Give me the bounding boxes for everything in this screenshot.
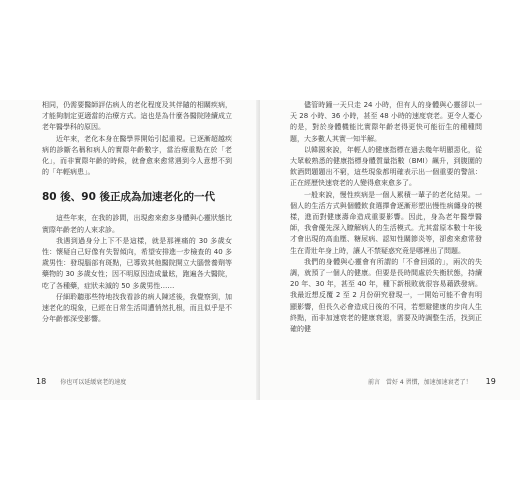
left-page bbox=[0, 100, 260, 400]
running-title: 你也可以延緩衰老的速度 bbox=[60, 379, 127, 386]
body-paragraph: 仔細聆聽那些特地找我看診的病人陳述後，我覺察到，加速老化的現象，已經在日常生活周遭悄然扎根，而且似乎是不分年齡都深受影響。 bbox=[42, 292, 232, 324]
page-number: 18 bbox=[36, 377, 47, 386]
right-page-footer bbox=[368, 377, 496, 386]
body-paragraph: 我遇到過身分上下不是這樣，就是那裡痛的 30 多歲女性：懷疑自己好像有失智傾向，希望安排進一步檢查的 40 多歲男性：發現腦部有斑點，已導致其他醫院開立大腦營養劑等藥物的 30 多歲女性；因不明原因造成量眩，跑遍各大醫院，吃了各種藥，症狀未減的 50 多歲男性…… bbox=[42, 236, 232, 290]
body-paragraph: 相同，仍需要醫師評估病人的老化程度及其伴隨的相關疾病，才能夠制定更適當的治療方式。這也是為什麼各醫院陸續成立老年醫學科的原因。 bbox=[42, 101, 232, 132]
section-heading: 80 後、90 後正成為加速老化的一代 bbox=[42, 191, 216, 204]
body-paragraph: 近年來，老化本身在醫學界開始引起重視。已逐漸超越疾病的診斷名稱和病人的實際年齡數字，當治療重點在於「老化」，而非實際年齡的時候，就會愈來愈常遇到今人意想不到的「年輕病患」。 bbox=[42, 134, 232, 177]
left-text-column bbox=[42, 100, 232, 325]
book-spread bbox=[0, 100, 520, 400]
right-text-column bbox=[290, 100, 482, 335]
running-title: 前言 當好 4 習慣，加速加速衰老了！ bbox=[368, 379, 472, 386]
body-paragraph: 一般來說，慢性疾病是一個人累積一輩子的老化結果。一個人的生活方式與個體飲食選擇會逐漸形塑出慢性病纏身的模樣，進而對健康壽命造成重要影響。因此，身為老年醫學醫師，我會優先深入瞭解病人的生活模式。尤其當原本數十年後才會出現的高血壓、糖尿病、認知性關節炎等，卻愈來愈常發生在青壯年身上時，讓人不禁疑惑究竟是哪裡出了問題。 bbox=[290, 190, 482, 255]
page-number: 19 bbox=[485, 377, 496, 386]
body-paragraph: 我們的身體與心靈會有所謂的「不會回頭的」，兩次的失調，就預了一個人的健康。但要是長時間處於失衡狀態，持續 20 年、30 年，甚至 40 年，種下新根敗就很容易藉跌發病。我最近想反覆 2 至 2 月份研究發現一，一開始可能不會有明顯影響，但長久必會造成日後的不同，若想避健康的步向人生終點，而非加速衰老的健康衰退，需要及時調整生活，找到正確的健 bbox=[290, 257, 482, 334]
right-page bbox=[260, 100, 520, 400]
body-paragraph: 儘管時鐘一天只走 24 小時，但有人的身體與心靈卻以一天 28 小時、36 小時，甚至 48 小時的速度衰老。更令人憂心的是，對於身體機能比實際年齡老得更快可能衍生的種種問題，大多數人其實一知半解。 bbox=[290, 101, 482, 143]
body-paragraph: 以韓國來說，年輕人的健康指標在過去幾年明顯惡化，從大眾較熟悉的健康指標身體質量指數（BMI）飆升，到腹圍的飲酒問題題出不窮，這些現象都明確表示出一個重要的警訊：正在經歷快速衰老的人變得愈來愈多了。 bbox=[290, 145, 482, 188]
left-page-footer bbox=[36, 377, 126, 386]
body-paragraph: 這些年來，在我的診間，出現愈來愈多身體與心靈狀態比實際年齡老的人來求診。 bbox=[42, 214, 232, 234]
